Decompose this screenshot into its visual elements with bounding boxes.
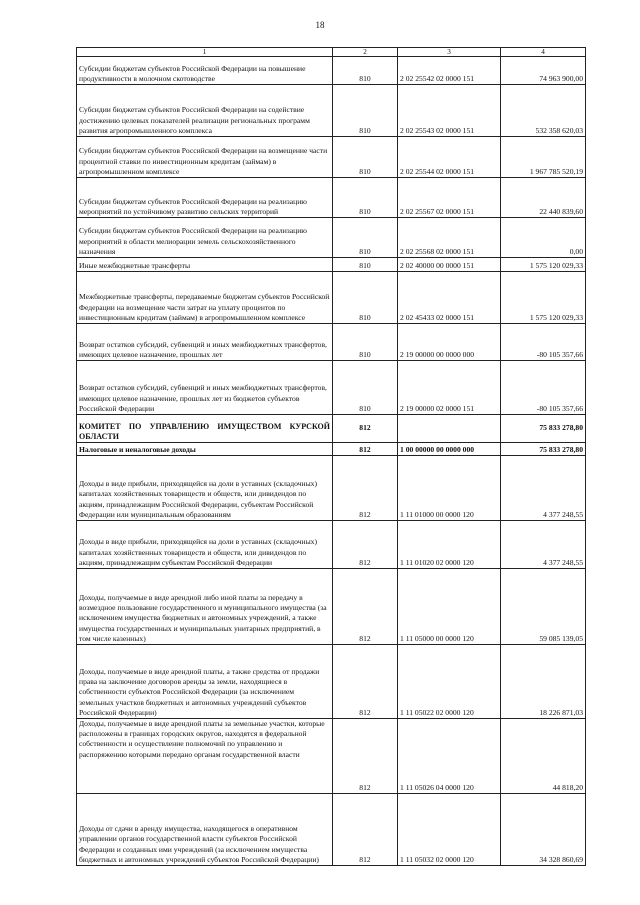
table-row bbox=[77, 521, 586, 569]
table-row bbox=[77, 569, 586, 645]
income-name: Доходы в виде прибыли, приходящейся на доли в уставных (складочных) капиталах хозяйственных товариществ и обществ, или дивидендов по акциям, принадлежащим субъектам Российской Федерации bbox=[77, 521, 333, 569]
amount: 1 967 785 520,19 bbox=[501, 137, 586, 178]
budget-class-code: 1 11 05000 00 0000 120 bbox=[398, 569, 501, 645]
budget-class-code: 2 02 40000 00 0000 151 bbox=[398, 258, 501, 272]
table-row bbox=[77, 57, 586, 85]
admin-code: 812 bbox=[333, 415, 398, 443]
admin-code: 810 bbox=[333, 258, 398, 272]
department-name: КОМИТЕТ ПО УПРАВЛЕНИЮ ИМУЩЕСТВОМ КУРСКОЙ ОБЛАСТИ bbox=[77, 415, 333, 443]
department-row bbox=[77, 415, 586, 443]
amount: 0,00 bbox=[501, 218, 586, 258]
income-name: Налоговые и неналоговые доходы bbox=[77, 443, 333, 456]
amount: 74 963 900,00 bbox=[501, 57, 586, 85]
table-row bbox=[77, 218, 586, 258]
table-row bbox=[77, 361, 586, 415]
table-row bbox=[77, 272, 586, 324]
column-header: 3 bbox=[398, 48, 501, 57]
table-header-row bbox=[77, 48, 586, 57]
budget-class-code: 2 02 25544 02 0000 151 bbox=[398, 137, 501, 178]
table-row bbox=[77, 443, 586, 456]
budget-class-code: 2 19 00000 02 0000 151 bbox=[398, 361, 501, 415]
budget-class-code: 2 02 45433 02 0000 151 bbox=[398, 272, 501, 324]
budget-class-code: 2 02 25542 02 0000 151 bbox=[398, 57, 501, 85]
amount: -80 105 357,66 bbox=[501, 324, 586, 361]
admin-code: 812 bbox=[333, 794, 398, 866]
table-row bbox=[77, 85, 586, 137]
admin-code: 812 bbox=[333, 443, 398, 456]
admin-code: 812 bbox=[333, 569, 398, 645]
admin-code: 810 bbox=[333, 324, 398, 361]
income-name: Субсидии бюджетам субъектов Российской Федерации на повышение продуктивности в молочном скотоводстве bbox=[77, 57, 333, 85]
admin-code: 810 bbox=[333, 218, 398, 258]
table-row bbox=[77, 258, 586, 272]
amount: 75 833 278,80 bbox=[501, 443, 586, 456]
budget-class-code: 2 02 25568 02 0000 151 bbox=[398, 218, 501, 258]
budget-class-code: 2 02 25543 02 0000 151 bbox=[398, 85, 501, 137]
admin-code: 812 bbox=[333, 456, 398, 521]
amount: 18 226 871,03 bbox=[501, 645, 586, 719]
admin-code: 812 bbox=[333, 521, 398, 569]
budget-class-code bbox=[398, 415, 501, 443]
admin-code: 810 bbox=[333, 85, 398, 137]
table-row bbox=[77, 324, 586, 361]
column-header: 1 bbox=[77, 48, 333, 57]
amount: 4 377 248,55 bbox=[501, 456, 586, 521]
amount: 1 575 120 029,33 bbox=[501, 272, 586, 324]
table-row bbox=[77, 137, 586, 178]
column-header: 4 bbox=[501, 48, 586, 57]
income-name: Субсидии бюджетам субъектов Российской Федерации на возмещение части процентной ставки по инвестиционным кредитам (займам) в агропромышленном комплексе bbox=[77, 137, 333, 178]
amount: -80 105 357,66 bbox=[501, 361, 586, 415]
income-name: Доходы, получаемые в виде арендной платы, а также средства от продажи права на заключение договоров аренды за земли, находящиеся в собственности субъектов Российской Федерации (за исключением земельных участков бюджетных и автономных учреждений субъектов Российской Федерации) bbox=[77, 645, 333, 719]
budget-class-code: 1 11 05026 04 0000 120 bbox=[398, 719, 501, 794]
amount: 22 440 839,60 bbox=[501, 178, 586, 218]
amount: 34 328 860,69 bbox=[501, 794, 586, 866]
budget-class-code: 1 11 05032 02 0000 120 bbox=[398, 794, 501, 866]
income-name: Иные межбюджетные трансферты bbox=[77, 258, 333, 272]
budget-class-code: 1 11 01000 00 0000 120 bbox=[398, 456, 501, 521]
admin-code: 810 bbox=[333, 272, 398, 324]
income-name: Доходы в виде прибыли, приходящейся на доли в уставных (складочных) капиталах хозяйственных товариществ и обществ, или дивидендов по акциям, принадлежащим Российской Федерации, субъектам Российской Федерации или муниципальным образованиям bbox=[77, 456, 333, 521]
admin-code: 810 bbox=[333, 361, 398, 415]
amount: 75 833 278,80 bbox=[501, 415, 586, 443]
column-header: 2 bbox=[333, 48, 398, 57]
budget-class-code: 1 00 00000 00 0000 000 bbox=[398, 443, 501, 456]
income-name: Субсидии бюджетам субъектов Российской Федерации на реализацию мероприятий в области мелиорации земель сельскохозяйственного назначения bbox=[77, 218, 333, 258]
amount: 4 377 248,55 bbox=[501, 521, 586, 569]
income-name: Возврат остатков субсидий, субвенций и иных межбюджетных трансфертов, имеющих целевое назначение, прошлых лет из бюджетов субъектов Российской Федерации bbox=[77, 361, 333, 415]
admin-code: 810 bbox=[333, 57, 398, 85]
table-row bbox=[77, 456, 586, 521]
amount: 1 575 120 029,33 bbox=[501, 258, 586, 272]
admin-code: 810 bbox=[333, 178, 398, 218]
income-name: Межбюджетные трансферты, передаваемые бюджетам субъектов Российской Федерации на возмещение части затрат на уплату процентов по инвестиционным кредитам (займам) в агропромышленном комплексе bbox=[77, 272, 333, 324]
income-name: Субсидии бюджетам субъектов Российской Федерации на содействие достижению целевых показателей реализации региональных программ развития агропромышленного комплекса bbox=[77, 85, 333, 137]
table-row bbox=[77, 794, 586, 866]
income-name: Доходы, получаемые в виде арендной либо иной платы за передачу в возмездное пользование государственного и муниципального имущества (за исключением имущества бюджетных и автономных учреждений, а также имущества государственных и муниципальных унитарных предприятий, в том числе казенных) bbox=[77, 569, 333, 645]
table-row bbox=[77, 178, 586, 218]
income-name: Доходы от сдачи в аренду имущества, находящегося в оперативном управлении органов государственной власти субъектов Российской Федерации и созданных ими учреждений (за исключением имущества бюджетных и автономных учреждений субъектов Российской Федерации) bbox=[77, 794, 333, 866]
admin-code: 810 bbox=[333, 137, 398, 178]
income-name: Субсидии бюджетам субъектов Российской Федерации на реализацию мероприятий по устойчивому развитию сельских территорий bbox=[77, 178, 333, 218]
admin-code: 812 bbox=[333, 719, 398, 794]
amount: 44 818,20 bbox=[501, 719, 586, 794]
budget-class-code: 2 19 00000 00 0000 000 bbox=[398, 324, 501, 361]
income-name: Доходы, получаемые в виде арендной платы за земельные участки, которые расположены в границах городских округов, находятся в федеральной собственности и осуществление полномочий по управлению и распоряжению которыми передано органам государственной власти bbox=[77, 719, 333, 794]
amount: 59 085 139,05 bbox=[501, 569, 586, 645]
budget-class-code: 2 02 25567 02 0000 151 bbox=[398, 178, 501, 218]
admin-code: 812 bbox=[333, 645, 398, 719]
table-row bbox=[77, 719, 586, 794]
revenue-table bbox=[76, 47, 586, 866]
budget-class-code: 1 11 01020 02 0000 120 bbox=[398, 521, 501, 569]
amount: 532 358 620,03 bbox=[501, 85, 586, 137]
budget-class-code: 1 11 05022 02 0000 120 bbox=[398, 645, 501, 719]
income-name: Возврат остатков субсидий, субвенций и иных межбюджетных трансфертов, имеющих целевое назначение, прошлых лет bbox=[77, 324, 333, 361]
page-number: 18 bbox=[315, 20, 325, 30]
table-row bbox=[77, 645, 586, 719]
